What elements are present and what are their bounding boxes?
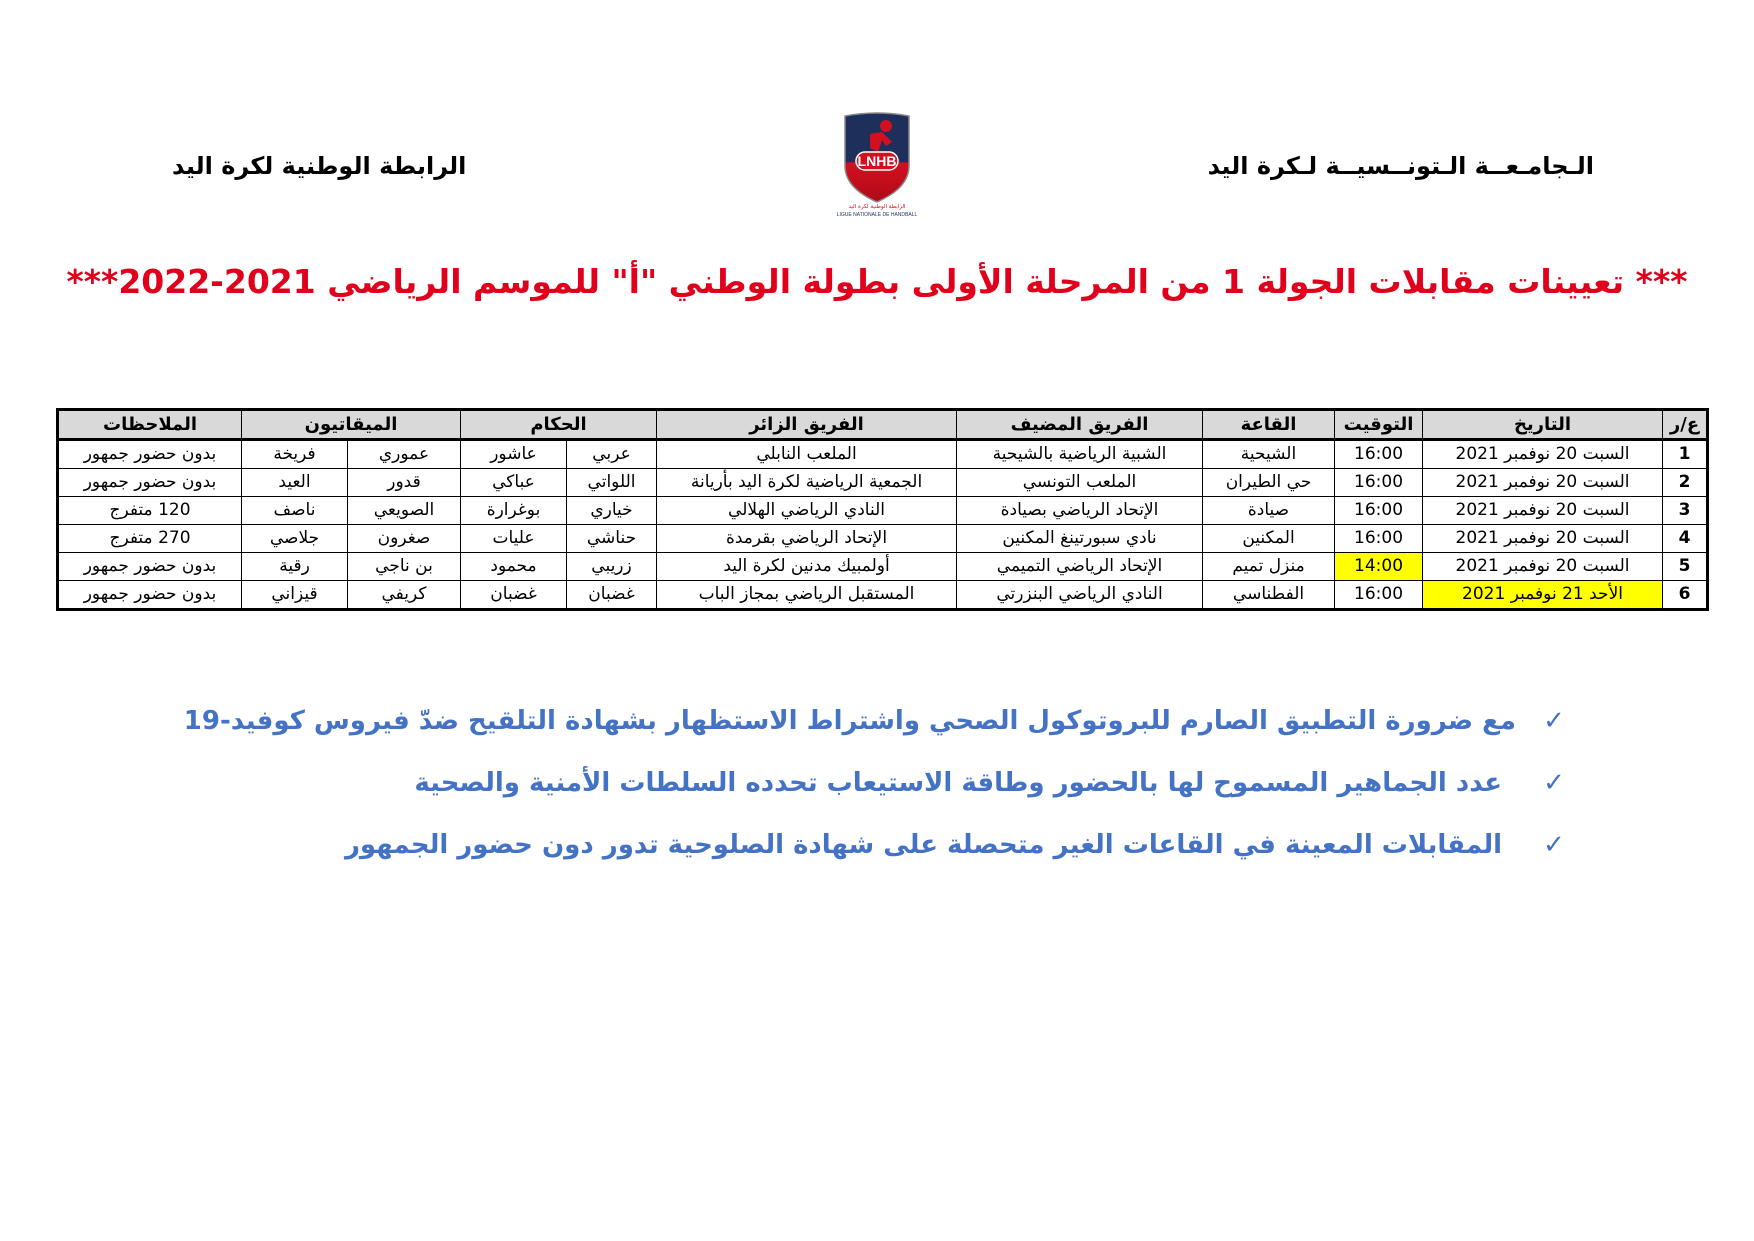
referee-1: غضبان bbox=[567, 581, 657, 610]
match-date: السبت 20 نوفمبر 2021 bbox=[1423, 469, 1663, 497]
lnhb-logo bbox=[812, 108, 942, 220]
match-hall: المكنين bbox=[1203, 525, 1335, 553]
row-number: 5 bbox=[1663, 553, 1708, 581]
list-item bbox=[174, 752, 1574, 814]
row-number: 6 bbox=[1663, 581, 1708, 610]
header-date: التاريخ bbox=[1423, 410, 1663, 440]
table-row bbox=[58, 581, 1708, 610]
away-team: الملعب النابلي bbox=[657, 440, 957, 469]
referee-1: عربي bbox=[567, 440, 657, 469]
list-item bbox=[174, 814, 1574, 876]
match-time-highlighted: 14:00 bbox=[1335, 553, 1423, 581]
home-team: الإتحاد الرياضي التميمي bbox=[957, 553, 1203, 581]
header-away-team: الفريق الزائر bbox=[657, 410, 957, 440]
timekeeper-1: الصويعي bbox=[348, 497, 461, 525]
match-time: 16:00 bbox=[1335, 525, 1423, 553]
referee-2: بوغرارة bbox=[461, 497, 567, 525]
referee-1: حناشي bbox=[567, 525, 657, 553]
logo-subtitle: LIGUE NATIONALE DE HANDBALL bbox=[836, 212, 918, 218]
remarks: بدون حضور جمهور bbox=[58, 581, 242, 610]
timekeeper-2: رقية bbox=[242, 553, 348, 581]
row-number: 4 bbox=[1663, 525, 1708, 553]
remarks: بدون حضور جمهور bbox=[58, 440, 242, 469]
header-hall: القاعة bbox=[1203, 410, 1335, 440]
remarks: 270 متفرج bbox=[58, 525, 242, 553]
home-team: الشبية الرياضية بالشيحية bbox=[957, 440, 1203, 469]
timekeeper-1: عموري bbox=[348, 440, 461, 469]
timekeeper-1: قدور bbox=[348, 469, 461, 497]
timekeeper-2: جلاصي bbox=[242, 525, 348, 553]
header-home-team: الفريق المضيف bbox=[957, 410, 1203, 440]
timekeeper-1: صغرون bbox=[348, 525, 461, 553]
home-team: نادي سبورتينغ المكنين bbox=[957, 525, 1203, 553]
timekeeper-2: ناصف bbox=[242, 497, 348, 525]
referee-1: خياري bbox=[567, 497, 657, 525]
page-title: *** تعيينات مقابلات الجولة 1 من المرحلة الأولى بطولة الوطني "أ" للموسم الرياضي 2021-2022*** bbox=[66, 262, 1688, 301]
referee-2: عليات bbox=[461, 525, 567, 553]
match-hall: صيادة bbox=[1203, 497, 1335, 525]
header-time: التوقيت bbox=[1335, 410, 1423, 440]
match-date: السبت 20 نوفمبر 2021 bbox=[1423, 497, 1663, 525]
row-number: 3 bbox=[1663, 497, 1708, 525]
timekeeper-2: العيد bbox=[242, 469, 348, 497]
match-time: 16:00 bbox=[1335, 497, 1423, 525]
home-team: الملعب التونسي bbox=[957, 469, 1203, 497]
away-team: الإتحاد الرياضي بقرمدة bbox=[657, 525, 957, 553]
match-time: 16:00 bbox=[1335, 440, 1423, 469]
referee-2: محمود bbox=[461, 553, 567, 581]
match-hall: منزل تميم bbox=[1203, 553, 1335, 581]
away-team: النادي الرياضي الهلالي bbox=[657, 497, 957, 525]
remarks: بدون حضور جمهور bbox=[58, 553, 242, 581]
league-name: الرابطة الوطنية لكرة اليد bbox=[172, 152, 467, 180]
checkmark-icon: ✓ bbox=[1543, 706, 1565, 736]
checkmark-icon: ✓ bbox=[1543, 768, 1565, 798]
note-text: عدد الجماهير المسموح لها بالحضور وطاقة الاستيعاب تحدده السلطات الأمنية والصحية bbox=[414, 768, 1502, 798]
table-row bbox=[58, 525, 1708, 553]
timekeeper-1: كريفي bbox=[348, 581, 461, 610]
referee-1: اللواتي bbox=[567, 469, 657, 497]
match-time: 16:00 bbox=[1335, 469, 1423, 497]
remarks: بدون حضور جمهور bbox=[58, 469, 242, 497]
table-row bbox=[58, 497, 1708, 525]
header-timekeepers: الميقاتيون bbox=[242, 410, 461, 440]
note-text: مع ضرورة التطبيق الصارم للبروتوكول الصحي واشتراط الاستظهار بشهادة التلقيح ضدّ فيروس كوفيد-19 bbox=[183, 706, 1516, 736]
match-date: السبت 20 نوفمبر 2021 bbox=[1423, 553, 1663, 581]
list-item bbox=[174, 690, 1574, 752]
lnhb-logo-graphic bbox=[812, 108, 942, 220]
match-date-highlighted: الأحد 21 نوفمبر 2021 bbox=[1423, 581, 1663, 610]
notes-list bbox=[174, 690, 1574, 876]
timekeeper-2: قيزاني bbox=[242, 581, 348, 610]
away-team: أولمبيك مدنين لكرة اليد bbox=[657, 553, 957, 581]
away-team: المستقبل الرياضي بمجاز الباب bbox=[657, 581, 957, 610]
home-team: النادي الرياضي البنزرتي bbox=[957, 581, 1203, 610]
match-date: السبت 20 نوفمبر 2021 bbox=[1423, 440, 1663, 469]
referee-1: زريبي bbox=[567, 553, 657, 581]
header-referees: الحكام bbox=[461, 410, 657, 440]
timekeeper-2: فريخة bbox=[242, 440, 348, 469]
federation-name: الـجامـعــة الـتونــسيــة لـكرة اليد bbox=[1207, 152, 1594, 180]
referee-2: عباكي bbox=[461, 469, 567, 497]
row-number: 1 bbox=[1663, 440, 1708, 469]
referee-2: عاشور bbox=[461, 440, 567, 469]
table-row bbox=[58, 440, 1708, 469]
table-header-row bbox=[58, 410, 1708, 440]
header-remarks: الملاحظات bbox=[58, 410, 242, 440]
away-team: الجمعية الرياضية لكرة اليد بأريانة bbox=[657, 469, 957, 497]
svg-text:الرابطة الوطنية لكرة اليد: الرابطة الوطنية لكرة اليد bbox=[848, 204, 906, 210]
home-team: الإتحاد الرياضي بصيادة bbox=[957, 497, 1203, 525]
checkmark-icon: ✓ bbox=[1543, 830, 1565, 860]
logo-text: LNHB bbox=[857, 153, 897, 169]
referee-2: غضبان bbox=[461, 581, 567, 610]
schedule-table bbox=[56, 408, 1709, 611]
row-number: 2 bbox=[1663, 469, 1708, 497]
match-date: السبت 20 نوفمبر 2021 bbox=[1423, 525, 1663, 553]
match-hall: حي الطيران bbox=[1203, 469, 1335, 497]
match-hall: الفطناسي bbox=[1203, 581, 1335, 610]
match-hall: الشيحية bbox=[1203, 440, 1335, 469]
match-time: 16:00 bbox=[1335, 581, 1423, 610]
table-row bbox=[58, 553, 1708, 581]
remarks: 120 متفرج bbox=[58, 497, 242, 525]
note-text: المقابلات المعينة في القاعات الغير متحصلة على شهادة الصلوحية تدور دون حضور الجمهور bbox=[344, 830, 1502, 860]
timekeeper-1: بن ناجي bbox=[348, 553, 461, 581]
header-num: ع/ر bbox=[1663, 410, 1708, 440]
table-row bbox=[58, 469, 1708, 497]
